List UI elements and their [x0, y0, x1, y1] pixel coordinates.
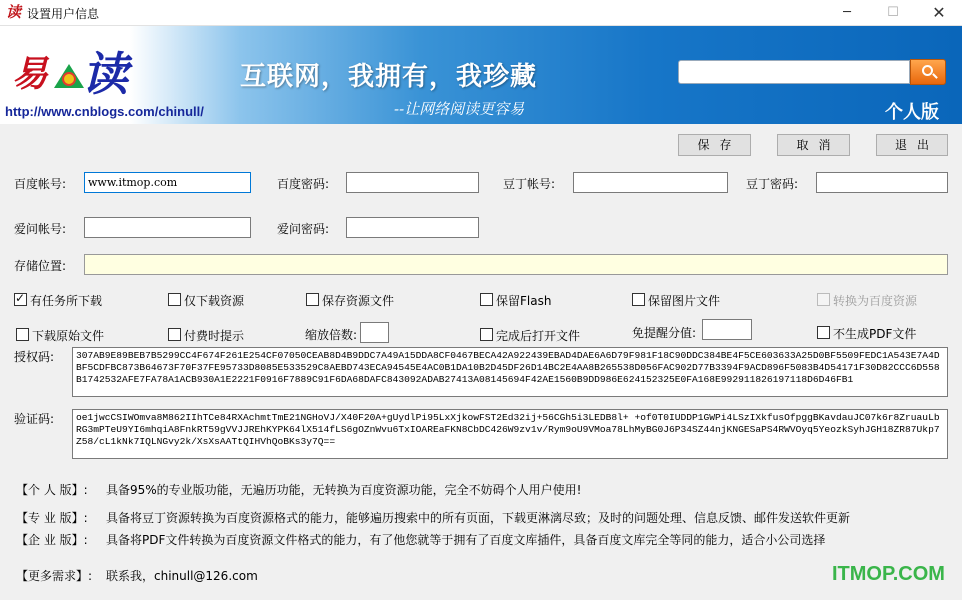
no-pdf-label: 不生成PDF文件: [833, 327, 917, 341]
baidu-account-label: 百度帐号:: [14, 177, 67, 191]
checkbox-icon: [632, 293, 645, 306]
douding-password-label: 豆丁密码:: [746, 177, 799, 191]
save-resource-file-label: 保存资源文件: [322, 294, 395, 308]
storage-path-input[interactable]: [84, 254, 948, 275]
minimize-button[interactable]: ─: [843, 5, 851, 20]
download-with-task-label: 有任务所下载: [30, 294, 103, 308]
logo-char-du: 读: [82, 47, 128, 101]
aiwen-password-label: 爱问密码:: [277, 222, 330, 236]
info-enterprise: [16, 531, 825, 548]
info-enterprise-body: 具备将PDF文件转换为百度资源文件格式的能力，有了他您就等于拥有了百度文库插件，具备百度文库完全等同的能力，适合小公司选择: [106, 533, 826, 547]
verify-code-label: 验证码:: [14, 412, 55, 426]
checkbox-icon: [817, 326, 830, 339]
maximize-button[interactable]: ☐: [887, 5, 899, 20]
app-logo: [10, 34, 130, 104]
search-input[interactable]: [678, 60, 910, 84]
info-personal-head: 【个 人 版】:: [16, 483, 88, 497]
zoom-input[interactable]: [360, 322, 389, 343]
info-professional-head: 【专 业 版】:: [16, 511, 88, 525]
baidu-password-input[interactable]: [346, 172, 479, 193]
info-more-body: 联系我，chinull@126.com: [106, 569, 258, 583]
title-bar: [0, 0, 962, 26]
info-more-head: 【更多需求】:: [16, 569, 93, 583]
baidu-account-input[interactable]: www.itmop.com: [84, 172, 251, 193]
avoid-reminder-input[interactable]: [702, 319, 752, 340]
keep-images-label: 保留图片文件: [648, 294, 721, 308]
edition-label: 个人版: [885, 102, 939, 123]
watermark-logo: ITMOP.COM: [832, 563, 945, 585]
aiwen-password-input[interactable]: [346, 217, 479, 238]
checkbox-icon: [16, 328, 29, 341]
window-title: 设置用户信息: [27, 7, 100, 21]
header-banner: [0, 26, 962, 124]
homepage-link[interactable]: http://www.cnblogs.com/chinull/: [5, 104, 204, 119]
info-enterprise-head: 【企 业 版】:: [16, 533, 88, 547]
zoom-label: 缩放倍数:: [305, 328, 358, 342]
checkbox-icon: [480, 328, 493, 341]
paid-prompt-label: 付费时提示: [184, 329, 245, 343]
douding-account-label: 豆丁帐号:: [503, 177, 556, 191]
app-icon: 读: [6, 3, 22, 21]
convert-to-baidu-label: 转换为百度资源: [833, 294, 918, 308]
info-more: [16, 567, 258, 584]
search-button[interactable]: [910, 59, 946, 85]
close-button[interactable]: ✕: [932, 3, 946, 22]
aiwen-account-input[interactable]: [84, 217, 251, 238]
sub-slogan: --让网络阅读更容易: [394, 100, 525, 118]
baidu-password-label: 百度密码:: [277, 177, 330, 191]
auth-code-textarea[interactable]: 307AB9E89BEB7B5299CC4F674F261E254CF07050CEAB8D4B9DDC7A49A15DDA8CF0467BECA42A922439EBAD4DAE6A6D79F981F18C90DDC384BE4F5CE603633A25D0BF5509FEDC1A543E7A4DBF5CDFBC873B64673F70F37FE95733D8085E533529C8AEBD743ECA94545E4AC0B1DA10B2D45DF26D14BC2E4AA8B265538D056FAC902D77B3394F9ACD896F5083B4D54171F30D82CCC6D558B1742532AFE7FA78A1ACB930A1E2221F0916F7889C91F6DA68DAFC843092ADAB27413A08145694F42AE1560B9DD986E624152325E0FA168E992911826197118D6D46FB1: [72, 347, 948, 397]
checkbox-checked-icon: [14, 293, 27, 306]
save-button[interactable]: 保存: [678, 134, 751, 156]
cancel-button[interactable]: 取消: [777, 134, 850, 156]
download-original-label: 下载原始文件: [32, 329, 105, 343]
open-after-done-label: 完成后打开文件: [496, 329, 581, 343]
logo-w-badge-icon: [62, 72, 76, 86]
slogan: 互联网，我拥有，我珍藏: [240, 62, 538, 92]
checkbox-icon: [306, 293, 319, 306]
search-icon-handle: [932, 73, 938, 79]
verify-code-textarea[interactable]: oe1jwcCSIWOmva8M862IIhTCe84RXAchmtTmE21NGHoVJ/X40F20A+gUydlPi95LxXjkowFST2Ed32ij+56CGh5i3LEDB8l+ +of0T0IUDDP1GWPi4LSzIXkfusOfpggBKavdauJC07k6r8ZruauLbRG3mPTeU9YI6mhqiA8FnkRT59gVVJJREhKYPK64lX514fLS6gOZnWvu6TxIOAREaFKN8CbDC426W9zv1v/Rym9oU9VMoa78LhMyBG0J6P34SZ44njKNGESaPS4RWVOyq5YeozkSyhJGH18ZR87Ukp7Z58/cL1kNk7IQLNGvy2k/XsXsAATtQIHVhQoBKs3y7Q==: [72, 409, 948, 459]
avoid-reminder-label: 免提醒分值:: [632, 326, 697, 340]
download-only-resource-label: 仅下载资源: [184, 294, 245, 308]
checkbox-icon: [168, 293, 181, 306]
storage-label: 存储位置:: [14, 259, 67, 273]
checkbox-icon: [480, 293, 493, 306]
info-personal: [16, 481, 582, 498]
checkbox-disabled-icon: [817, 293, 830, 306]
info-professional-body: 具备将豆丁资源转换为百度资源格式的能力，能够遍历搜索中的所有页面，下载更淋漓尽致；及时的问题处理、信息反馈、邮件发送软件更新: [106, 511, 851, 525]
logo-char-yi: 易: [12, 53, 49, 95]
douding-account-input[interactable]: [573, 172, 728, 193]
info-personal-body: 具备95%的专业版功能，无遍历功能，无转换为百度资源功能，完全不妨碍个人用户使用!: [106, 483, 582, 497]
checkbox-icon: [168, 328, 181, 341]
douding-password-input[interactable]: [816, 172, 948, 193]
auth-code-label: 授权码:: [14, 350, 55, 364]
info-professional: [16, 509, 850, 526]
exit-button[interactable]: 退出: [876, 134, 948, 156]
aiwen-account-label: 爱问帐号:: [14, 222, 67, 236]
keep-flash-label: 保留Flash: [496, 294, 552, 308]
